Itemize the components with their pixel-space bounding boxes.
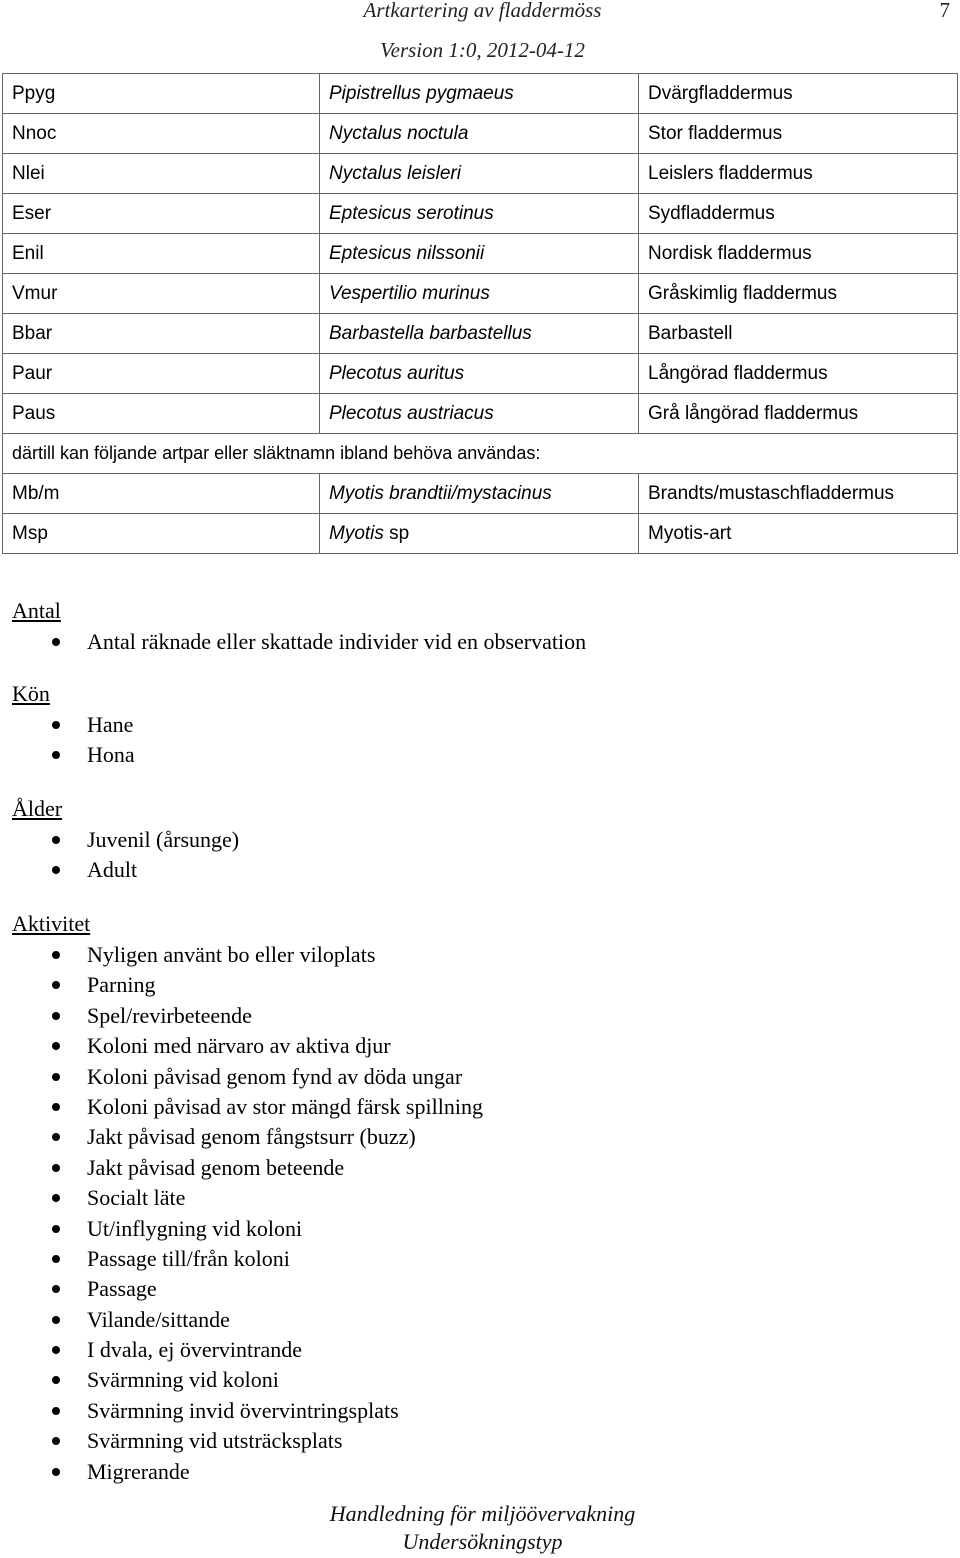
table-row <box>3 234 958 274</box>
species-code: Bbar <box>3 314 320 354</box>
bullet-icon <box>52 1255 60 1263</box>
bullet-icon <box>52 1407 60 1415</box>
bullet-icon <box>52 751 60 759</box>
bullet-icon <box>52 1316 60 1324</box>
bullet-list <box>12 627 586 657</box>
species-common-name: Dvärgfladdermus <box>639 74 958 114</box>
species-common-name: Långörad fladdermus <box>639 354 958 394</box>
list-item <box>12 825 239 855</box>
bullet-icon <box>52 1164 60 1172</box>
list-item-label: Adult <box>87 857 138 883</box>
table-note: därtill kan följande artpar eller släktnamn ibland behöva användas: <box>3 434 958 474</box>
latin-suffix: sp <box>383 522 410 544</box>
bullet-icon <box>52 1012 60 1020</box>
section-heading: Kön <box>12 681 50 706</box>
species-code: Enil <box>3 234 320 274</box>
list-item-label: Juvenil (årsunge) <box>87 827 240 852</box>
bullet-icon <box>52 951 60 959</box>
table-row <box>3 314 958 354</box>
species-latin-name <box>320 514 639 554</box>
species-common-name: Grå långörad fladdermus <box>639 394 958 434</box>
list-item <box>12 1122 483 1152</box>
species-common-name: Leislers fladdermus <box>639 154 958 194</box>
species-code: Eser <box>3 194 320 234</box>
bullet-icon <box>52 1468 60 1476</box>
section-heading: Aktivitet <box>12 911 91 936</box>
species-common-name: Gråskimlig fladdermus <box>639 274 958 314</box>
species-latin-name: Plecotus austriacus <box>320 394 639 434</box>
species-common-name: Barbastell <box>639 314 958 354</box>
list-item <box>12 1214 483 1244</box>
bullet-icon <box>52 638 60 646</box>
section-kon <box>12 680 135 771</box>
list-item <box>12 1365 483 1395</box>
bullet-icon <box>52 1285 60 1293</box>
table-row <box>3 274 958 314</box>
species-code: Paus <box>3 394 320 434</box>
species-common-name: Myotis-art <box>639 514 958 554</box>
list-item-label: Svärmning invid övervintringsplats <box>87 1397 399 1423</box>
table-row <box>3 474 958 514</box>
bullet-icon <box>52 1346 60 1354</box>
species-latin-name: Plecotus auritus <box>320 354 639 394</box>
bullet-icon <box>52 1133 60 1141</box>
list-item <box>12 1153 483 1183</box>
section-antal <box>12 597 586 657</box>
list-item-label: Vilande/sittande <box>87 1306 230 1332</box>
bullet-list <box>12 940 483 1487</box>
bullet-icon <box>52 1042 60 1050</box>
list-item <box>12 1092 483 1122</box>
bullet-icon <box>52 866 60 874</box>
list-item-label: Nyligen använt bo eller viloplats <box>87 942 376 967</box>
table-row <box>3 354 958 394</box>
species-common-name: Brandts/mustaschfladdermus <box>639 474 958 514</box>
section-heading: Antal <box>12 598 61 623</box>
species-table-body <box>3 74 958 554</box>
footer-line-1: Handledning för miljöövervakning <box>329 1501 636 1526</box>
list-item-label: Koloni påvisad av stor mängd färsk spillning <box>87 1093 483 1119</box>
list-item <box>12 970 483 1000</box>
list-item <box>12 940 483 970</box>
table-row <box>3 194 958 234</box>
table-row <box>3 514 958 554</box>
list-item-label: Hona <box>87 742 135 768</box>
bullet-icon <box>52 1225 60 1233</box>
page-number: 7 <box>939 0 950 22</box>
list-item <box>12 1244 483 1274</box>
table-row <box>3 394 958 434</box>
document-title: Artkartering av fladdermöss <box>363 0 602 22</box>
bullet-icon <box>52 836 60 844</box>
species-common-name: Sydfladdermus <box>639 194 958 234</box>
bullet-icon <box>52 981 60 989</box>
species-code: Ppyg <box>3 74 320 114</box>
list-item <box>12 1001 483 1031</box>
bullet-icon <box>52 1103 60 1111</box>
list-item <box>12 1305 483 1335</box>
species-table <box>2 73 958 554</box>
species-latin-name: Barbastella barbastellus <box>320 314 639 354</box>
bullet-icon <box>52 1376 60 1384</box>
list-item-label: Svärmning vid koloni <box>87 1367 279 1393</box>
table-row <box>3 154 958 194</box>
list-item-label: Jakt påvisad genom beteende <box>87 1154 345 1180</box>
bullet-icon <box>52 1437 60 1445</box>
species-latin-name: Nyctalus leisleri <box>320 154 639 194</box>
document-version: Version 1:0, 2012-04-12 <box>380 38 585 62</box>
list-item <box>12 627 586 657</box>
species-latin-name: Eptesicus nilssonii <box>320 234 639 274</box>
list-item-label: Passage till/från koloni <box>87 1245 290 1271</box>
bullet-icon <box>52 1194 60 1202</box>
list-item <box>12 710 135 740</box>
list-item <box>12 740 135 770</box>
list-item <box>12 1183 483 1213</box>
list-item-label: Migrerande <box>87 1458 190 1484</box>
table-row <box>3 114 958 154</box>
list-item <box>12 1335 483 1365</box>
bullet-list <box>12 825 239 886</box>
list-item <box>12 1274 483 1304</box>
species-common-name: Stor fladdermus <box>639 114 958 154</box>
section-heading: Ålder <box>12 796 63 821</box>
species-latin-name: Myotis brandtii/mystacinus <box>320 474 639 514</box>
list-item-label: Antal räknade eller skattade individer vid en observation <box>87 629 587 654</box>
list-item-label: Koloni med närvaro av aktiva djur <box>87 1033 391 1059</box>
latin-genus: Myotis <box>329 522 384 544</box>
list-item-label: Hane <box>87 712 134 737</box>
table-row <box>3 74 958 114</box>
list-item-label: Koloni påvisad genom fynd av döda ungar <box>87 1063 463 1089</box>
list-item <box>12 1031 483 1061</box>
list-item-label: I dvala, ej övervintrande <box>87 1337 303 1363</box>
list-item <box>12 855 239 885</box>
list-item <box>12 1396 483 1426</box>
species-latin-name: Eptesicus serotinus <box>320 194 639 234</box>
list-item-label: Ut/inflygning vid koloni <box>87 1215 303 1241</box>
footer-line-2: Undersökningstyp <box>402 1529 563 1554</box>
list-item <box>12 1426 483 1456</box>
bullet-icon <box>52 721 60 729</box>
species-common-name: Nordisk fladdermus <box>639 234 958 274</box>
species-code: Nnoc <box>3 114 320 154</box>
species-latin-name: Vespertilio murinus <box>320 274 639 314</box>
species-latin-name: Nyctalus noctula <box>320 114 639 154</box>
bullet-list <box>12 710 135 771</box>
list-item-label: Spel/revirbeteende <box>87 1002 252 1028</box>
list-item-label: Svärmning vid utsträcksplats <box>87 1428 343 1454</box>
species-code: Nlei <box>3 154 320 194</box>
list-item-label: Socialt läte <box>87 1185 186 1211</box>
section-alder <box>12 795 239 886</box>
list-item <box>12 1062 483 1092</box>
table-note-row <box>3 434 958 474</box>
species-code: Mb/m <box>3 474 320 514</box>
section-aktivitet <box>12 910 483 1487</box>
species-code: Vmur <box>3 274 320 314</box>
list-item-label: Parning <box>87 972 156 998</box>
species-code: Msp <box>3 514 320 554</box>
list-item-label: Jakt påvisad genom fångstsurr (buzz) <box>87 1124 416 1150</box>
species-latin-name: Pipistrellus pygmaeus <box>320 74 639 114</box>
list-item <box>12 1457 483 1487</box>
list-item-label: Passage <box>87 1276 157 1302</box>
species-code: Paur <box>3 354 320 394</box>
bullet-icon <box>52 1073 60 1081</box>
